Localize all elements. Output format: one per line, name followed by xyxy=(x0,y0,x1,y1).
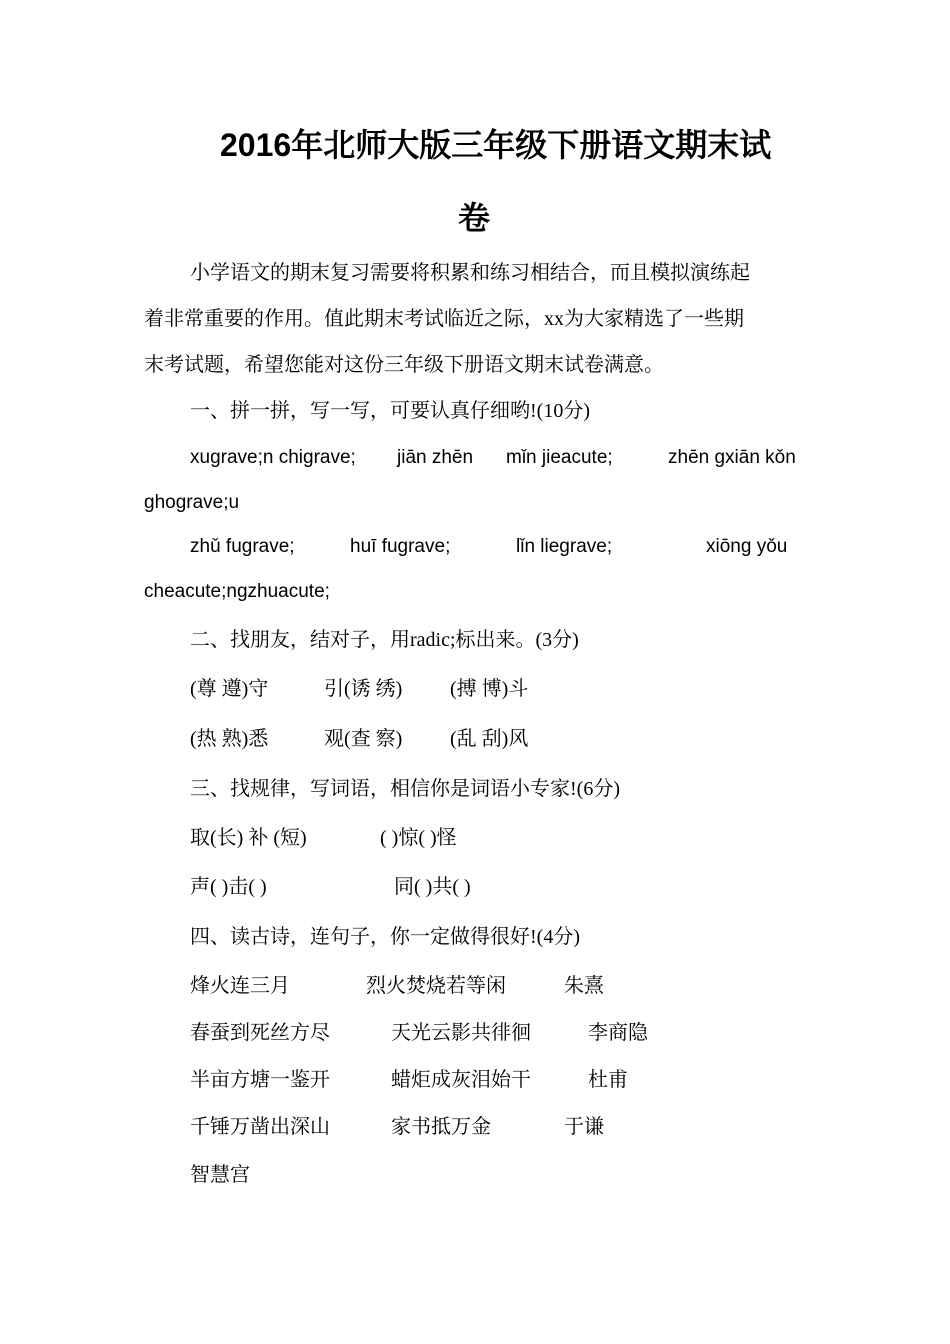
q2-item-2-3: (乱 刮)风 xyxy=(450,728,529,750)
q1-pinyin-1-3: mǐn jieacute; xyxy=(506,447,613,468)
q1-pinyin-2-cont: cheacute;ngzhuacute; xyxy=(144,581,330,602)
q4-col3-line-4: 于谦 xyxy=(564,1116,604,1138)
q1-pinyin-1-2: jiān zhēn xyxy=(397,447,474,468)
q3-item-1-2: ( )惊( )怪 xyxy=(380,827,457,849)
q1-pinyin-2-2: huī fugrave; xyxy=(350,536,451,557)
section-title-wisdom-palace: 智慧宫 xyxy=(190,1164,250,1186)
q4-col1-line-1: 烽火连三月 xyxy=(190,975,290,997)
q4-col2-line-3: 蜡炬成灰泪始干 xyxy=(391,1069,531,1091)
document-title-line1: 2016年北师大版三年级下册语文期末试 xyxy=(220,127,772,163)
intro-line-2: 着非常重要的作用。值此期末考试临近之际，xx为大家精选了一些期 xyxy=(144,308,744,330)
q4-col2-line-2: 天光云影共徘徊 xyxy=(391,1022,531,1044)
q4-col2-line-4: 家书抵万金 xyxy=(391,1116,491,1138)
q2-item-1-2: 引(诱 绣) xyxy=(324,678,403,700)
intro-line-1: 小学语文的期末复习需要将积累和练习相结合，而且模拟演练起 xyxy=(190,262,750,284)
q1-pinyin-2-4: xiōng yǒu xyxy=(706,536,788,557)
q1-heading: 一、拼一拼，写一写，可要认真仔细哟!(10分) xyxy=(190,400,590,422)
q1-pinyin-1-4: zhēn gxiān kǒn xyxy=(668,447,796,468)
intro-line-3: 末考试题，希望您能对这份三年级下册语文期末试卷满意。 xyxy=(144,354,664,376)
q2-item-2-1: (热 熟)悉 xyxy=(190,728,269,750)
q4-col1-line-3: 半亩方塘一鉴开 xyxy=(190,1069,330,1091)
q3-item-2-2: 同( )共( ) xyxy=(394,876,471,898)
q2-item-2-2: 观(查 察) xyxy=(324,728,403,750)
q4-col2-line-1: 烈火焚烧若等闲 xyxy=(366,975,506,997)
q4-col1-line-2: 春蚕到死丝方尽 xyxy=(190,1022,330,1044)
q4-heading: 四、读古诗，连句子，你一定做得很好!(4分) xyxy=(190,926,580,948)
q4-col1-line-4: 千锤万凿出深山 xyxy=(190,1116,330,1138)
q1-pinyin-2-1: zhǔ fugrave; xyxy=(190,536,295,557)
q3-heading: 三、找规律，写词语，相信你是词语小专家!(6分) xyxy=(190,778,620,800)
q4-col3-line-1: 朱熹 xyxy=(564,975,604,997)
q3-item-2-1: 声( )击( ) xyxy=(190,876,267,898)
q1-pinyin-1-cont: ghograve;u xyxy=(144,492,240,513)
q2-heading: 二、找朋友，结对子，用radic;标出来。(3分) xyxy=(190,629,579,651)
q4-col3-line-2: 李商隐 xyxy=(588,1022,648,1044)
q1-pinyin-1-1: xugrave;n chigrave; xyxy=(190,447,356,468)
q2-item-1-1: (尊 遵)守 xyxy=(190,678,269,700)
q2-item-1-3: (搏 博)斗 xyxy=(450,678,529,700)
q4-col3-line-3: 杜甫 xyxy=(588,1069,628,1091)
q1-pinyin-2-3: lǐn liegrave; xyxy=(516,536,613,557)
document-title-line2: 卷 xyxy=(458,200,491,236)
q3-item-1-1: 取(长) 补 (短) xyxy=(190,827,307,849)
